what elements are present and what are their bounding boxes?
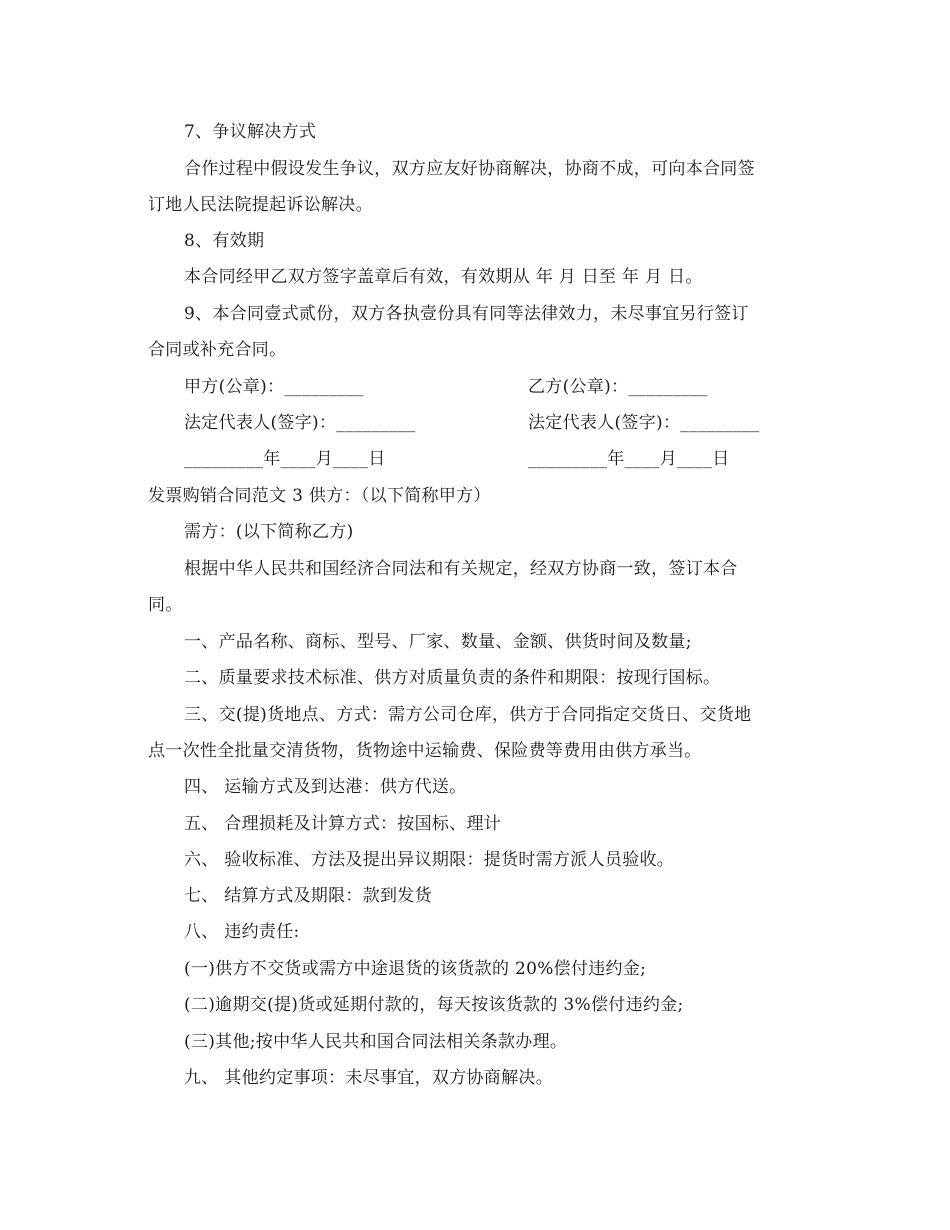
clause-8-item-1: (一)供方不交货或需方中途退货的该货款的 20%偿付违约金; — [184, 959, 647, 979]
section-7-body-line-2: 订地人民法院提起诉讼解决。 — [148, 195, 373, 215]
clause-8-item-3: (三)其他;按中华人民共和国合同法相关条款办理。 — [184, 1032, 568, 1052]
intro-line-1: 根据中华人民共和国经济合同法和有关规定，经双方协商一致，签订本合 — [184, 559, 738, 579]
clause-9: 九、 其他约定事项：未尽事宜，双方协商解决。 — [184, 1068, 554, 1088]
contract-3-title-line: 发票购销合同范文 3 供方：（以下简称甲方） — [148, 486, 491, 506]
clause-1: 一、产品名称、商标、型号、厂家、数量、金额、供货时间及数量; — [184, 632, 692, 652]
clause-3-line-1: 三、交(提)货地点、方式：需方公司仓库，供方于合同指定交货日、交货地 — [184, 705, 752, 725]
section-8-body: 本合同经甲乙双方签字盖章后有效，有效期从 年 月 日至 年 月 日。 — [184, 267, 703, 287]
party-b-representative: 法定代表人(签字)：_________ — [528, 413, 760, 433]
party-b-date: _________年____月____日 — [528, 449, 730, 469]
clause-8: 八、 违约责任: — [184, 922, 300, 942]
section-7-body-line-1: 合作过程中假设发生争议，双方应友好协商解决，协商不成，可向本合同签 — [184, 159, 755, 179]
section-8-heading: 8、有效期 — [184, 231, 265, 251]
clause-4: 四、 运输方式及到达港：供方代送。 — [184, 777, 467, 797]
party-a-representative: 法定代表人(签字)：_________ — [184, 413, 416, 433]
buyer-line: 需方：(以下简称乙方) — [184, 522, 354, 542]
section-9-body-line-2: 合同或补充合同。 — [148, 340, 287, 360]
clause-8-item-2: (二)逾期交(提)货或延期付款的，每天按该货款的 3%偿付违约金; — [184, 995, 684, 1015]
party-b-seal: 乙方(公章)：_________ — [528, 377, 708, 397]
intro-line-2: 同。 — [148, 595, 183, 615]
section-7-heading: 7、争议解决方式 — [184, 122, 317, 142]
section-9-body-line-1: 9、本合同壹式贰份，双方各执壹份具有同等法律效力，未尽事宜另行签订 — [184, 304, 749, 324]
clause-3-line-2: 点一次性全批量交清货物，货物途中运输费、保险费等费用由供方承当。 — [148, 741, 702, 761]
clause-6: 六、 验收标准、方法及提出异议期限：提货时需方派人员验收。 — [184, 850, 675, 870]
clause-5: 五、 合理损耗及计算方式：按国标、理计 — [184, 814, 502, 834]
party-a-date: _________年____月____日 — [184, 449, 386, 469]
clause-2: 二、质量要求技术标准、供方对质量负责的条件和期限：按现行国标。 — [184, 668, 721, 688]
party-a-seal: 甲方(公章)：_________ — [184, 377, 364, 397]
clause-7: 七、 结算方式及期限：款到发货 — [184, 886, 432, 906]
